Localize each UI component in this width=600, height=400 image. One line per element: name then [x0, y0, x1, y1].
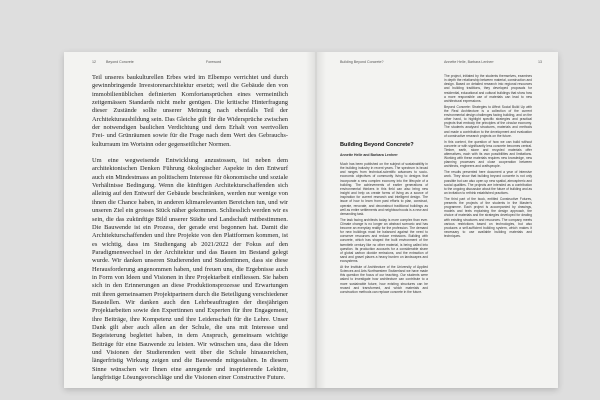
left-paragraph: Um eine wegweisende Entwicklung anzustossen, ist neben dem architektonischen Denken Führung ökologischer Aspekte in den Entwurf auch ein Mindestmass an politischem Interesse für ökonomische und soziale Verhältnisse Bedingung. Wenn die künftigen Architekturschaffenden sich alleinig auf den Entwurf der Gebäude beschränken, werden nur wenige von ihnen die Chance haben, in anderen klimarelevanten Bereichen tun, und wir unseren Ziel ein grosses Stück näher gekommen. Schliesslich werden wir es sein, die das zukünftige Bild unserer Städte und Landschaft mitbestimmen. Die Bauwende ist ein Prozess, der gerade erst begonnen hat. Damit die Architekturschaffenden und ihre Projekte von den Plattformen kommen, ist es wichtig, dass im Studiengang ab 2021/2022 der Fokus auf den Paradigmenwechsel in der Architektur und das Bauen im Bestand gelegt wurde. Wir danken unseren Studierenden und Studentinnen, dass sie diese Herausforderung angenommen haben, und freuen uns, die Ergebnisse auch in Form von Ideen und Visionen in ihre Projektarbeit einfliessen. Sie haben sich in den Erinnerungen an diese Produktionsprozesse und Erwartungen mit ihren gemeinsamen Projektpartnern durch die Beteiligung verschiedener Baustellen. Wir danken auch den Lehrbeauftragten der diesjährigen Projektarbeiten sowie den Expertinnen und Experten für ihre Engagement, ihre Beiträge, ihre Kompetenz und ihre Leidenschaft für die Lehre. Unser Dank gilt aber auch allen an der Schule, die uns mit Interesse und Begeisterung begleitet haben, in dem Anspruch, gemeinsam wichtige Beiträge für eine Bauwende zu leisten. Wir wünschen uns, dass die Ideen und Visionen der Studierenden weit über die Schule hinausreichen, längerfristig Wirkung zeigen und die Bauwende mitgestalten. In diesem Sinne wünschen wir Ihnen eine anregende und inspirierende Lektüre, langfristige Lösungsvorschläge und die Visionen einer Constructive Future. [92, 157, 288, 382]
article-paragraph: The task facing architects today is more complex than ever. Climate change is no longer an abstract scenario and has become an everyday reality for the profession. The demand for new buildings must be balanced against the need to conserve resources and reduce emissions. Building with concrete, which has shaped the built environment of the twentieth century like no other material, is being called into question. Its production accounts for a considerable share of global carbon dioxide emissions, and the extraction of sand and gravel places a heavy burden on landscapes and ecosystems. [340, 217, 428, 264]
article-paragraph: The results presented here document a year of intensive work. They show that building beyond concrete is not only possible but can also open up new spatial, atmospheric and social qualities. The projects are intended as a contribution to the ongoing discussion about the future of building and as an invitation to rethink established practices. [444, 170, 532, 195]
running-header-authors: Annette Helle, Barbara Lenherr [444, 60, 494, 64]
open-book [64, 52, 558, 388]
article-column-1 [340, 162, 428, 296]
article-column-2 [444, 74, 532, 240]
page-number-left: 12 [92, 60, 96, 64]
article-paragraph: At the Institute of Architecture of the University of Applied Sciences and Arts Northwestern Switzerland we have made this question the focus of our teaching. Our students were asked to investigate how architecture can contribute to a more sustainable future, how existing structures can be reused and transformed, and which materials and construction methods can replace concrete in the future. [340, 264, 428, 294]
article-authors: Annette Helle and Barbara Lenherr [340, 153, 398, 157]
left-body-text [92, 74, 288, 388]
article-paragraph: Beyond Concrete: Strategies to Affect Social Build Up with the Real Architecture is a collection of the current environmental design challenges facing building, and on the other hand, to highlight specific strategies and practical projects that embody the principles of the circular economy. The students analysed structures, materials and methods and made a contribution to the development and evaluation of constructive research projects on the future. [444, 104, 532, 138]
article-paragraph: The third part of the book, entitled Constructive Futures, presents the projects of the students in the Master's programme. Each project is accompanied by drawings, models and texts explaining the design approach, the choice of materials and the strategies developed for dealing with existing structures and resources. The company meets various restrictions based on technologies, but also produces a self-sufficient building system, which makes it necessary to use available building materials and techniques. [444, 196, 532, 239]
article-paragraph: The project, initiated by the students themselves, examines in depth the relationship between material, construction and design. Based on detailed research into regional resources and building traditions, they developed proposals for residential, educational and cultural buildings that show how a more responsible use of materials can lead to new architectural expressions. [444, 74, 532, 103]
right-page [316, 52, 558, 388]
running-header-left: Beyond Concrete [106, 60, 134, 64]
running-header-section: Foreword [206, 60, 222, 64]
article-title: Building Beyond Concrete? [340, 142, 414, 148]
left-page [64, 52, 316, 388]
article-paragraph: In this context, the question of how we can build without concrete or with significantly less concrete becomes central. Timber, earth, stone and recycled materials offer alternatives, each with its own possibilities and limitations. Working with these materials requires new knowledge, new planning processes and close cooperation between architects, engineers and craftspeople. [444, 139, 532, 169]
left-paragraph: Teil unseres baukulturellen Erbes wird im Elbempo verrichtet und durch gewinnbringende Investorenarchitektur ersetzt; weil die Gebäude den von immobilienüblichen definierten Komfortansprüchen eines vermeintlich zeitgemässen Standards nicht mehr genügen. Die kritische Hinterfragung dieser Zustände sollte unserer Meinung nach ebenfalls Teil der Architekturausbildung sein. Das Gleiche gilt für die Widersprüche zwischen der notwendigen baulichen Verdichtung und dem Erhalt von wertvollen Frei- und Grünräumen sowie für die Frage nach dem Wert des Gebrauchs- kulturraum im Wortsinn oder gegenseitlicher Normen. [92, 74, 288, 148]
running-header-title: Building Beyond Concrete? [340, 60, 384, 64]
article-paragraph: Much has been published on the subject of sustainability in the building industry in recent years. The spectrum is broad and ranges from technical-scientific advances to socio-economic objectives of community living to designs that incorporate a new complex economy into the lifecycle of a building. The achievements of earlier generations of environmental thinkers in this field can also bring new insight and help us create forms of living as a source of inspiration for current research and intelligent design. The issue of how to learn from past efforts to plan, construct, operate, renovate, and deconstruct traditional buildings as well as entire settlements and neighbourhoods is a new and demanding task. [340, 162, 428, 216]
page-number-right: 13 [538, 60, 542, 64]
